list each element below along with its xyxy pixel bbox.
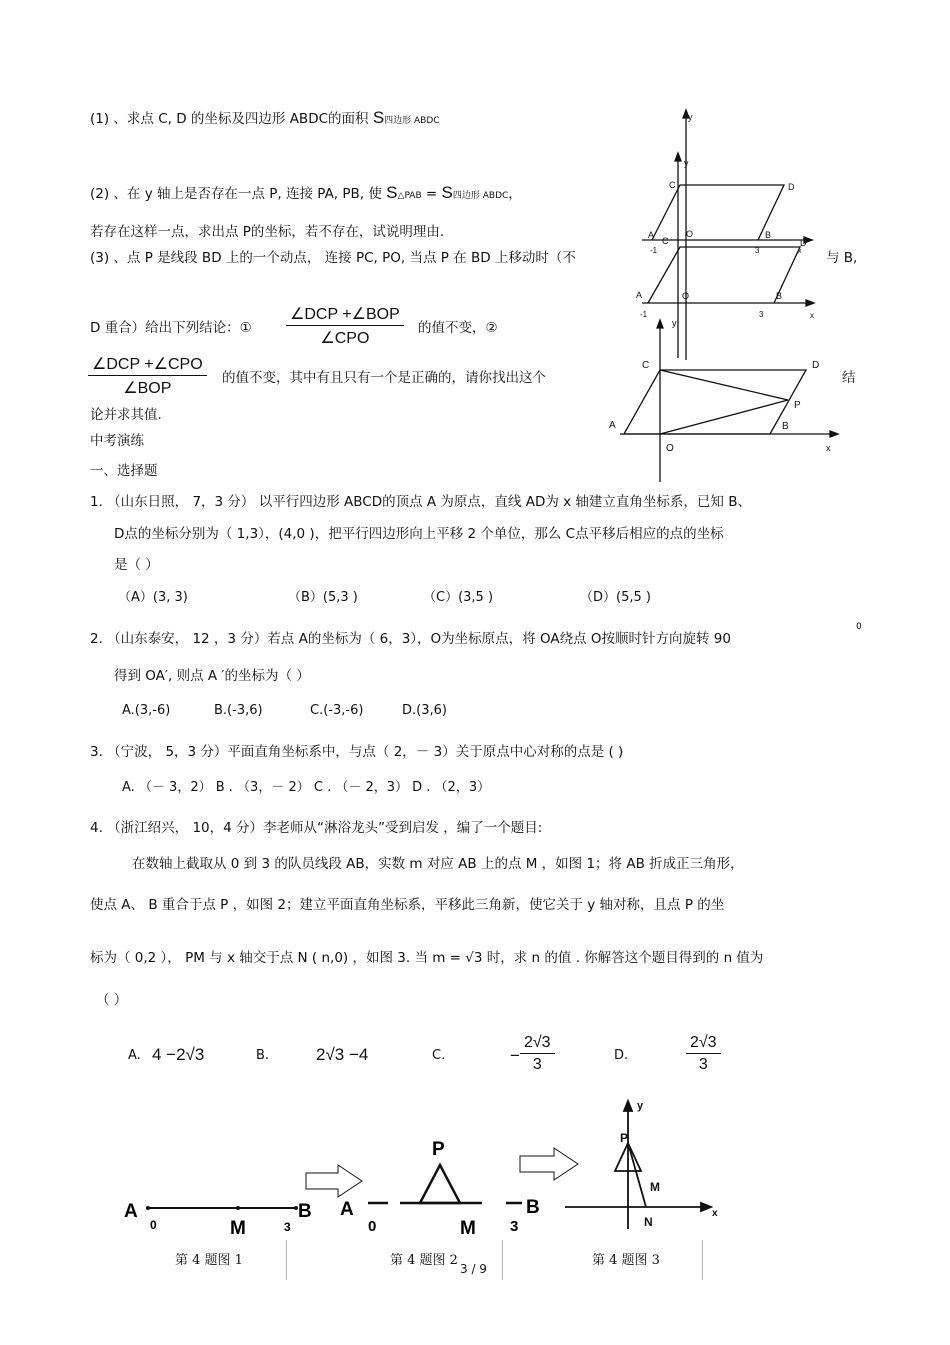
fig3 [565, 1101, 711, 1229]
q4-body-3: 标为（ 0,2 ）， PM 与 x 轴交于点 N ( n,0) ，如图 3. 当 m = √3 时，求 n 的值 . 你解答这个题目得到的 n 值为 [90, 950, 764, 966]
fig2-label-3: 3 [510, 1218, 519, 1235]
label-b3: B [782, 421, 789, 432]
label-c2: C [662, 236, 669, 246]
q1-line3: 是（ ） [114, 557, 159, 573]
fig1-label-3: 3 [284, 1220, 291, 1234]
q2-sub1: PAB [404, 191, 422, 201]
fig1-point-a [146, 1206, 150, 1210]
fig3-x-arrow [701, 1203, 711, 1211]
q4-option-a-value: 4 −2√3 [152, 1045, 205, 1064]
fig3-label-y: y [637, 1100, 644, 1112]
label-p3: P [794, 400, 801, 411]
q4-option-c-label[interactable]: C. [432, 1048, 446, 1063]
q4-body-2: 使点 A、 B 重合于点 P ，如图 2；建立平面直角坐标系，平移此三角新，使它关于 y 轴对称，且点 P 的坐 [90, 897, 725, 913]
q2-sub2: 四边形 ABDC [452, 191, 509, 201]
y-axis-arrow-3 [657, 320, 663, 328]
q2-comma: ， [508, 186, 522, 202]
q1-line2: D点的坐标分别为（ 1,3），(4,0 )，把平行四边形向上平移 2 个单位，那么 C点平移后相应的点的坐标 [114, 526, 724, 542]
section-subtitle: 一、选择题 [90, 463, 158, 479]
triangle-icon: △ [397, 191, 405, 201]
fig2-label-0: 0 [368, 1218, 377, 1235]
q4-option-c-den: 3 [532, 1056, 542, 1073]
label-a1: A [648, 230, 655, 240]
q4-option-b-value: 2√3 −4 [316, 1045, 369, 1064]
fig1 [124, 1201, 312, 1239]
label-a3: A [609, 420, 616, 431]
q4-line1: 4. （浙江绍兴， 10，4 分）李老师从“淋浴龙头”受到启发 ，编了一个题目: [90, 820, 543, 836]
label-neg1a: -1 [650, 246, 658, 255]
label-y3: y [672, 318, 677, 328]
q4-option-d-num: 2√3 [686, 1034, 721, 1054]
fig2-label-m: M [460, 1218, 476, 1239]
q1-text [90, 107, 440, 128]
label-d2: D [800, 238, 807, 248]
q4-figures [110, 1095, 730, 1245]
q4-body-1: 在数轴上截取从 0 到 3 的队员线段 AB，实数 m 对应 AB 上的点 M ，如图 1；将 AB 折成正三角形， [132, 856, 744, 872]
fraction-2-den: ∠BOP [123, 380, 172, 397]
label-3a: 3 [755, 246, 760, 255]
fig1-label-b: B [298, 1201, 312, 1222]
fraction-1-den: ∠CPO [320, 330, 370, 347]
label-d1: D [788, 182, 795, 192]
fig2-label-b: B [526, 1197, 540, 1218]
figure-top [642, 110, 814, 360]
caption-fig3: 第 4 题图 3 [592, 1253, 660, 1268]
q4-option-d-label[interactable]: D. [614, 1048, 629, 1063]
q4-option-d-den: 3 [698, 1056, 708, 1073]
q2-option-c[interactable]: C.(-3,-6) [310, 703, 364, 718]
q2-text [90, 182, 522, 203]
label-x3: x [826, 443, 831, 453]
fig1-label-m: M [230, 1218, 246, 1239]
fig2-triangle [420, 1165, 460, 1203]
fraction-1 [286, 304, 404, 348]
q3-mc-options[interactable]: A. （－ 3，2） B . （3，－ 2） C . （－ 2，3） D . （2，3） [122, 780, 491, 795]
q2-option-b[interactable]: B.(-3,6) [214, 703, 263, 718]
q2-S2: S [441, 183, 453, 202]
q3-line4: 论并求其值. [90, 407, 162, 423]
label-o1: O [686, 229, 694, 239]
q4-option-c-num: 2√3 [520, 1034, 555, 1054]
q1-text-main: (1) 、求点 C, D 的坐标及四边形 ABDC的面积 [90, 111, 373, 127]
q2-eq: = [421, 186, 442, 202]
q4-option-b-label[interactable]: B. [256, 1048, 270, 1063]
page-number: 3 / 9 [460, 1262, 487, 1276]
q1-line1: 1. （山东日照， 7，3 分） 以平行四边形 ABCD的顶点 A 为原点，直线 AD为 x 轴建立直角坐标系，已知 B、 [90, 494, 751, 510]
fraction-1-num: ∠DCP +∠BOP [286, 304, 404, 326]
fig3-y-arrow [624, 1101, 632, 1111]
q1-S: S [372, 108, 385, 127]
figure-mid [620, 320, 838, 482]
label-c3: C [642, 360, 650, 371]
label-y2: y [684, 158, 689, 168]
q2-S1: S [386, 183, 398, 202]
label-a2: A [636, 290, 643, 300]
label-3b: 3 [759, 310, 764, 319]
q4-option-a-label[interactable]: A. [128, 1048, 141, 1063]
coordinate-figures [600, 100, 880, 485]
y-axis-arrow-2 [675, 153, 681, 161]
q3-mc-line1: 3. （宁波， 5，3 分）平面直角坐标系中，与点（ 2，－ 3）关于原点中心对称的点是 ( ) [90, 744, 624, 760]
label-b2: B [776, 291, 783, 301]
q3-line3-end: 结 [842, 370, 856, 386]
q3-line2b: 的值不变，② [418, 320, 498, 336]
x-axis-arrow-3 [830, 431, 838, 437]
fig2-label-p: P [432, 1139, 445, 1160]
label-o3: O [666, 443, 674, 454]
fig3-label-x: x [712, 1208, 718, 1219]
fig1-point-m [236, 1206, 240, 1210]
fig3-pm-line [628, 1143, 646, 1207]
q3-line1-end: 与 B, [826, 250, 858, 266]
fig3-label-m: M [650, 1180, 660, 1194]
fraction-2-num: ∠DCP +∠CPO [88, 354, 207, 376]
fig3-label-n: N [644, 1215, 653, 1229]
caption-fig2: 第 4 题图 2 [390, 1253, 458, 1268]
label-y1: y [688, 112, 693, 122]
q1-sub: 四边形 ABDC [384, 116, 440, 126]
label-d3: D [812, 360, 820, 371]
segment-cp [660, 370, 788, 400]
q4-option-c-minus: − [510, 1046, 520, 1065]
caption-divider-1 [286, 1240, 287, 1280]
fig2 [340, 1139, 540, 1239]
q2-option-d[interactable]: D.(3,6) [402, 703, 447, 718]
q2-option-a[interactable]: A.(3,-6) [122, 703, 171, 718]
q3-line3: 的值不变，其中有且只有一个是正确的，请你找出这个 [222, 370, 546, 386]
q1-option-b[interactable]: （B）(5,3 ) [288, 590, 358, 605]
segment-op [660, 400, 788, 434]
label-neg1b: -1 [640, 310, 648, 319]
label-c1: C [669, 180, 676, 190]
fraction-2 [88, 354, 207, 398]
arrow-right-icon-2 [520, 1148, 578, 1180]
label-x2: x [810, 311, 814, 320]
q2-superscript: 0 [856, 622, 862, 632]
figure-top-labels [636, 112, 814, 320]
q3-line2a: D 重合）给出下列结论：① [90, 320, 252, 336]
x-axis-arrow-2 [806, 300, 814, 306]
caption-fig1: 第 4 题图 1 [175, 1253, 243, 1268]
arrow-right-icon-1 [306, 1165, 362, 1197]
fig3-label-p: P [620, 1131, 629, 1145]
q2-line1: 2. （山东泰安， 12 ，3 分）若点 A的坐标为（ 6，3），O为坐标原点，将 OA绕点 O按顺时针方向旋转 90 [90, 631, 731, 647]
caption-divider-2 [502, 1240, 503, 1280]
section-title: 中考演练 [90, 433, 144, 449]
q4-body-4: （ ） [96, 992, 128, 1008]
q2-line2: 得到 OA′, 则点 A ′的坐标为（ ） [114, 668, 310, 684]
fig2-label-a: A [340, 1199, 354, 1220]
label-b1: B [765, 230, 772, 240]
caption-divider-3 [702, 1240, 703, 1280]
q3-line1: (3) 、点 P 是线段 BD 上的一个动点， 连接 PC, PO, 当点 P 在 BD 上移动时（不 [90, 250, 576, 266]
q1-option-a[interactable]: （A）(3, 3) [118, 590, 188, 605]
q4-option-d-fraction [686, 1034, 721, 1074]
label-o2: O [682, 291, 690, 301]
q2-line2: 若存在这样一点，求出点 P的坐标，若不存在，试说明理由. [90, 224, 445, 240]
q1-option-c[interactable]: （C）(3,5 ) [423, 590, 494, 605]
fig1-label-a: A [124, 1201, 138, 1222]
q1-option-d[interactable]: （D）(5,5 ) [580, 590, 651, 605]
fig1-label-0: 0 [150, 1218, 157, 1232]
q2-text-main: (2) 、在 y 轴上是否存在一点 P, 连接 PA, PB, 使 [90, 186, 387, 202]
label-x1: x [798, 248, 802, 255]
q4-option-c-fraction [520, 1034, 555, 1074]
